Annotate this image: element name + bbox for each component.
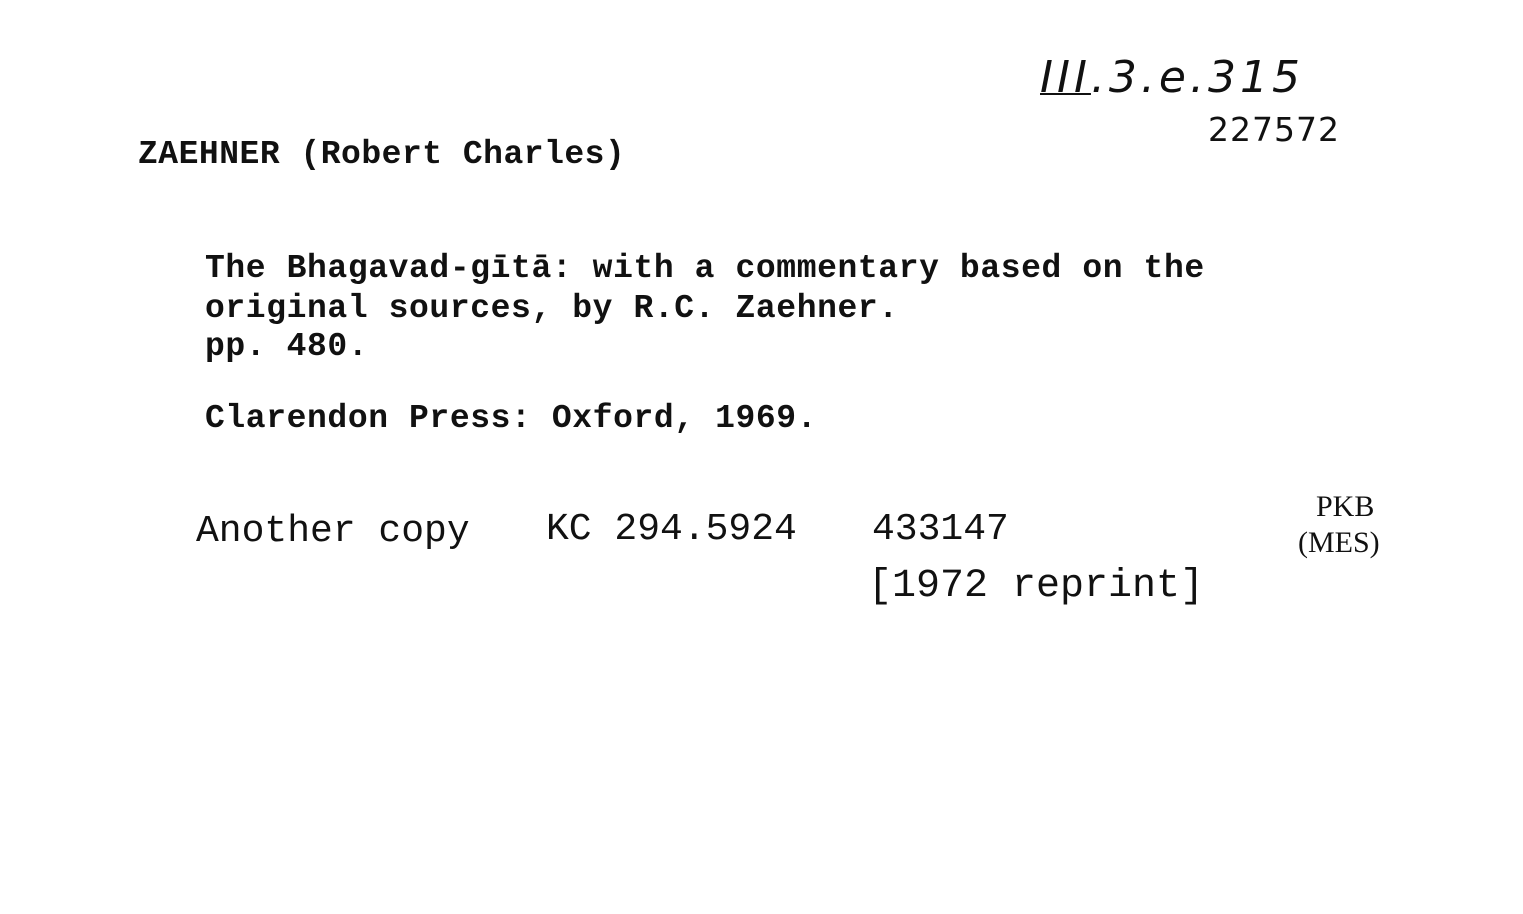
shelfmark [1040, 52, 1304, 103]
another-copy-number: 433147 [872, 508, 1009, 551]
another-copy-label: Another copy [196, 510, 470, 553]
accession-number: 227572 [1208, 110, 1340, 149]
imprint: Clarendon Press: Oxford, 1969. [205, 400, 818, 437]
reprint-note: [1972 reprint] [868, 564, 1205, 609]
cataloguer-initials: PKB [1316, 490, 1375, 523]
title-line-1: The Bhagavad-gītā: with a commentary based on the [205, 250, 1205, 287]
author-heading: ZAEHNER (Robert Charles) [138, 136, 626, 173]
cataloguer-initials-secondary: (MES) [1298, 526, 1380, 559]
shelfmark-rest: .3.e.315 [1090, 52, 1304, 103]
shelfmark-roman: III [1040, 52, 1091, 103]
pagination: pp. 480. [205, 328, 369, 365]
title-line-2: original sources, by R.C. Zaehner. [205, 290, 899, 327]
another-copy-classmark: KC 294.5924 [546, 508, 797, 551]
